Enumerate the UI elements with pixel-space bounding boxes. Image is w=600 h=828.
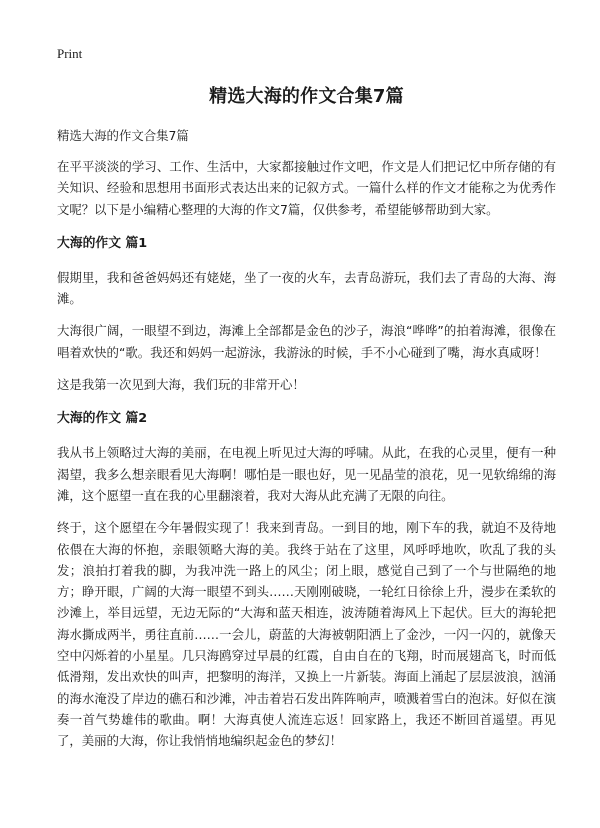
section-1-paragraph: 大海很广阔，一眼望不到边，海滩上全部都是金色的沙子，海浪“哗哗”的拍着海滩，很像在唱着欢快的“歌。我还和妈妈一起游泳，我游泳的时候，手不小心碰到了嘴，海水真咸呀！	[57, 323, 556, 360]
document-subtitle: 精选大海的作文合集7篇	[57, 128, 189, 143]
section-heading-2: 大海的作文 篇2	[57, 411, 148, 427]
section-1-paragraph: 假期里，我和爸爸妈妈还有姥姥，坐了一夜的火车，去青岛游玩，我们去了青岛的大海、海滩。	[57, 269, 556, 307]
section-1-paragraph: 这是我第一次见到大海，我们玩的非常开心！	[57, 377, 305, 393]
print-label: Print	[57, 46, 83, 61]
section-heading-1: 大海的作文 篇1	[57, 235, 148, 251]
section-2-paragraph: 终于，这个愿望在今年暑假实现了！我来到青岛。一到目的地，刚下车的我，就迫不及待地依偎在大海的怀抱，亲眼领略大海的美。我终于站在了这里，风呼呼地吹，吹乱了我的头发；浪拍打着我的脚，为我冲洗一路上的风尘；闭上眼，感觉自己到了一个与世隔绝的地方；睁开眼，广阔的大海一眼望不到头……天刚刚破晓，一轮红日徐徐上升，漫步在柔软的沙滩上，举目远望，无边无际的“大海和蓝天相连，波涛随着海风上下起伏。巨大的海轮把海水撕成两半，勇往直前……一会儿，蔚蓝的大海被朝阳洒上了金沙，一闪一闪的，就像天空中闪烁着的小星星。几只海鸥穿过早晨的红霞，自由自在的飞翔，时而展翅高飞，时而低低滑翔，发出欢快的叫声，把黎明的海洋，又换上一片新装。海面上涌起了层层波浪，汹涌的海水淹没了岸边的礁石和沙滩，冲击着岩石发出阵阵响声，喷溅着雪白的泡沫。好似在演奏一首气势雄伟的歌曲。啊！大海真使人流连忘返！回家路上，我还不断回首遥望。再见了，美丽的大海，你让我悄悄地编织起金色的梦幻！	[57, 520, 556, 749]
page-title: 精选大海的作文合集7篇	[209, 86, 404, 107]
intro-paragraph: 在平平淡淡的学习、工作、生活中，大家都接触过作文吧，作文是人们把记忆中所存储的有关知识、经验和思想用书面形式表达出来的记叙方式。一篇什么样的作文才能称之为优秀作文呢？以下是小编精心整理的大海的作文7篇，仅供参考，希望能够帮助到大家。	[57, 159, 556, 217]
section-2-paragraph: 我从书上领略过大海的美丽，在电视上听见过大海的呼啸。从此，在我的心灵里，便有一种渴望，我多么想亲眼看见大海啊！哪怕是一眼也好，见一见晶莹的浪花，见一见软绵绵的海滩，这个愿望一直在我的心里翻滚着，我对大海从此充满了无限的向往。	[57, 445, 556, 503]
